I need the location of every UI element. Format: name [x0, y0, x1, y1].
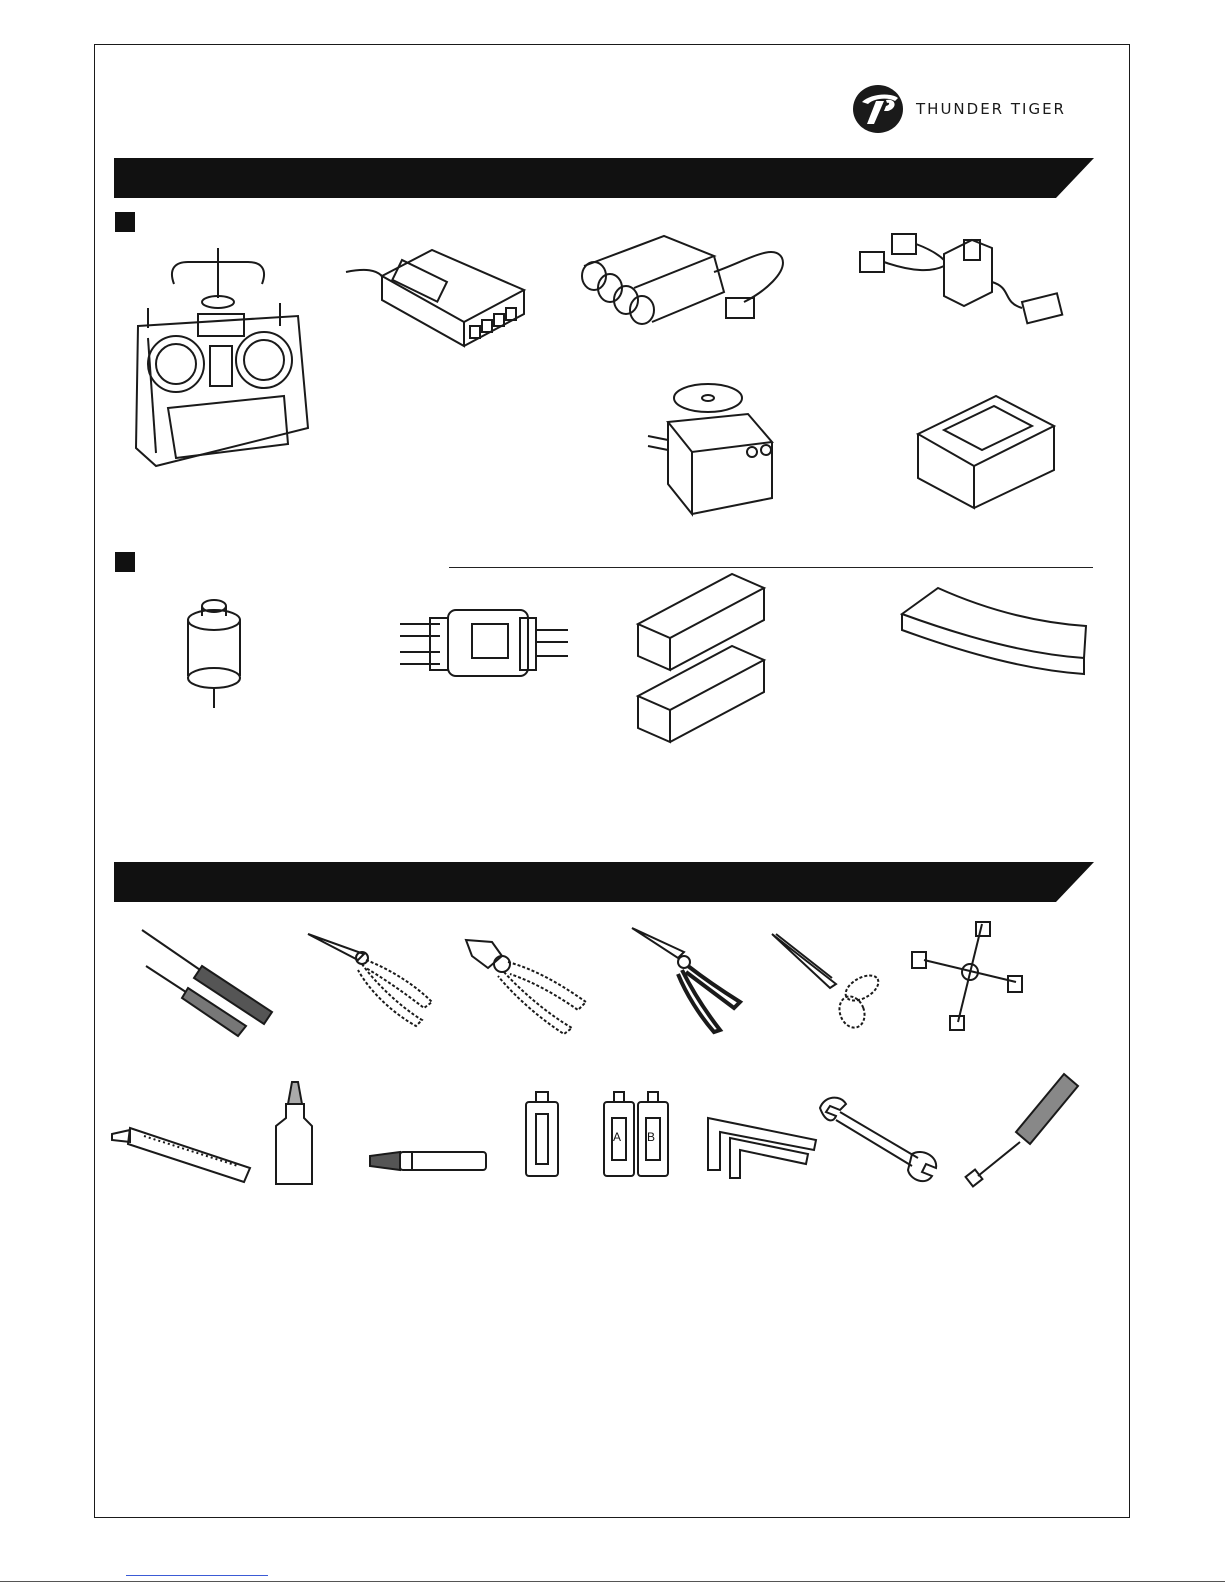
tube-label-a: A [613, 1130, 622, 1144]
subsection-marker [115, 552, 135, 572]
page-bottom-rule [0, 1581, 1225, 1582]
tt-logo-mark-icon [852, 84, 912, 134]
section-header-radio [114, 158, 1094, 198]
tube-label-b: B [647, 1130, 656, 1144]
brand-name: THUNDER TIGER [916, 100, 1066, 118]
footer-link-underline[interactable] [126, 1575, 268, 1576]
subsection-marker [115, 212, 135, 232]
section-header-tools [114, 862, 1094, 902]
divider-rule [449, 567, 1093, 568]
